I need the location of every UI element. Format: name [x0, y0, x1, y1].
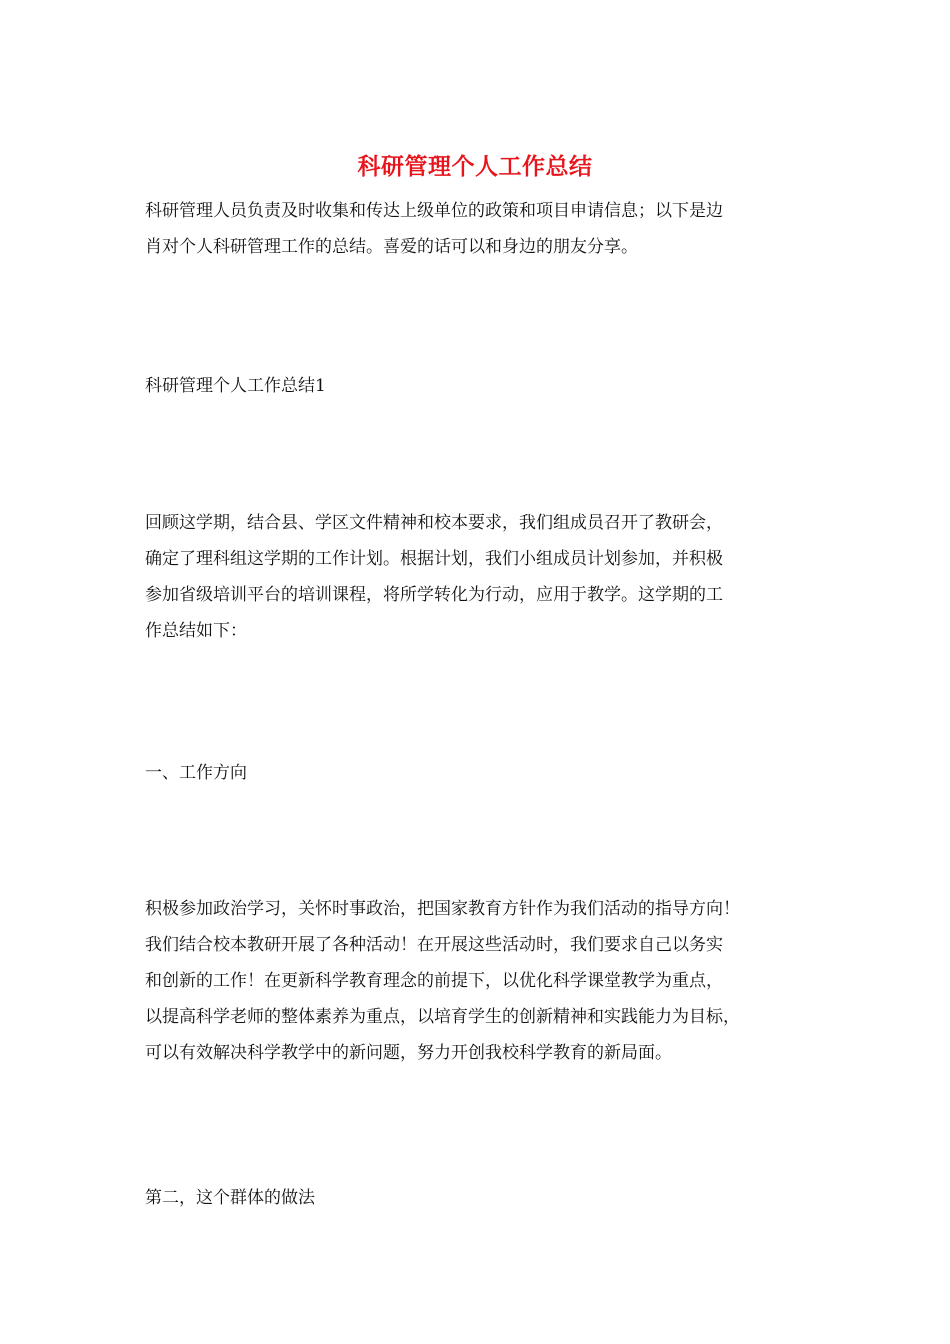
section-1-heading — [145, 755, 810, 791]
section-1-heading-text: 一、工作方向 — [145, 763, 247, 783]
section-1-paragraph — [145, 891, 810, 1071]
section-2-heading — [145, 1180, 810, 1216]
document-title: 科研管理个人工作总结 — [357, 153, 593, 180]
section-1-line: 可以有效解决科学教学中的新问题，努力开创我校科学教育的新局面。 — [145, 1043, 672, 1063]
summary-heading — [145, 368, 810, 404]
section-1-line: 和创新的工作！在更新科学教育理念的前提下，以优化科学课堂教学为重点， — [145, 971, 723, 991]
section-1-line: 以提高科学老师的整体素养为重点，以培育学生的创新精神和实践能力为目标， — [145, 1007, 740, 1027]
review-line: 参加省级培训平台的培训课程，将所学转化为行动，应用于教学。这学期的工 — [145, 585, 723, 605]
intro-paragraph — [145, 193, 810, 265]
summary-heading-text: 科研管理个人工作总结1 — [145, 376, 326, 396]
intro-line: 科研管理人员负责及时收集和传达上级单位的政策和项目申请信息；以下是边 — [145, 201, 723, 221]
review-line: 作总结如下： — [145, 621, 247, 641]
review-line: 确定了理科组这学期的工作计划。根据计划，我们小组成员计划参加，并积极 — [145, 549, 723, 569]
section-1-line: 我们结合校本教研开展了各种活动！在开展这些活动时，我们要求自己以务实 — [145, 935, 723, 955]
section-1-line: 积极参加政治学习，关怀时事政治，把国家教育方针作为我们活动的指导方向！ — [145, 899, 740, 919]
review-line: 回顾这学期，结合县、学区文件精神和校本要求，我们组成员召开了教研会， — [145, 513, 723, 533]
section-2-heading-text: 第二，这个群体的做法 — [145, 1188, 315, 1208]
intro-line: 肖对个人科研管理工作的总结。喜爱的话可以和身边的朋友分享。 — [145, 237, 638, 257]
review-paragraph — [145, 505, 810, 649]
